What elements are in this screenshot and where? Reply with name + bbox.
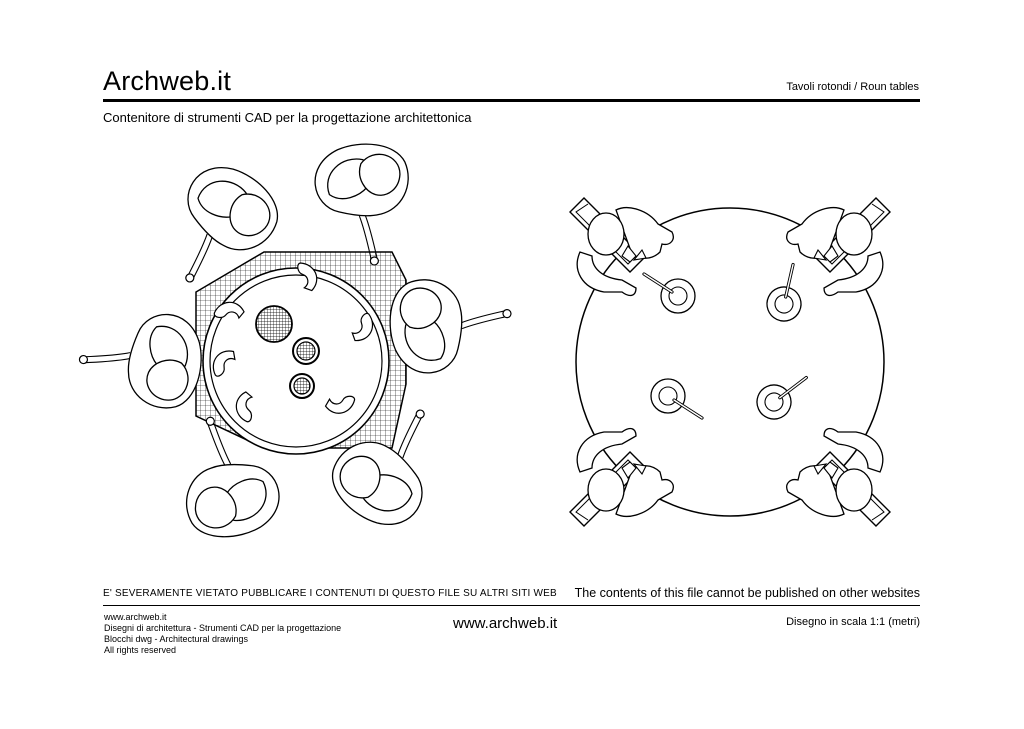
- copyright-warning-italian: E' SEVERAMENTE VIETATO PUBBLICARE I CONTENUTI DI QUESTO FILE SU ALTRI SITI WEB: [103, 588, 557, 599]
- sheet-title: Tavoli rotondi / Roun tables: [786, 81, 919, 93]
- centerpiece: [256, 306, 292, 342]
- table-top-inner: [210, 275, 382, 447]
- sheet-subtitle: Contenitore di strumenti CAD per la progettazione architettonica: [103, 110, 472, 125]
- footer-credits: [104, 612, 341, 656]
- lounge-chair: [386, 272, 515, 376]
- footer-line: Blocchi dwg - Architectural drawings: [104, 634, 249, 644]
- lounge-chair: [76, 307, 205, 411]
- brand-logo-text: Archweb.it: [103, 66, 232, 96]
- round-table-dining-plan: [570, 198, 890, 526]
- scale-note: Disegno in scala 1:1 (metri): [786, 616, 920, 628]
- lounge-chair: [312, 140, 416, 269]
- footer-divider: [103, 605, 920, 606]
- footer-website: www.archweb.it: [453, 615, 558, 632]
- copyright-warning-english: The contents of this file cannot be published on other websites: [574, 586, 920, 600]
- footer-line: www.archweb.it: [104, 612, 167, 622]
- round-table-lounge-plan: [76, 140, 516, 544]
- footer-line: All rights reserved: [104, 645, 177, 655]
- footer-line: Disegni di architettura - Strumenti CAD per la progettazione: [104, 623, 342, 633]
